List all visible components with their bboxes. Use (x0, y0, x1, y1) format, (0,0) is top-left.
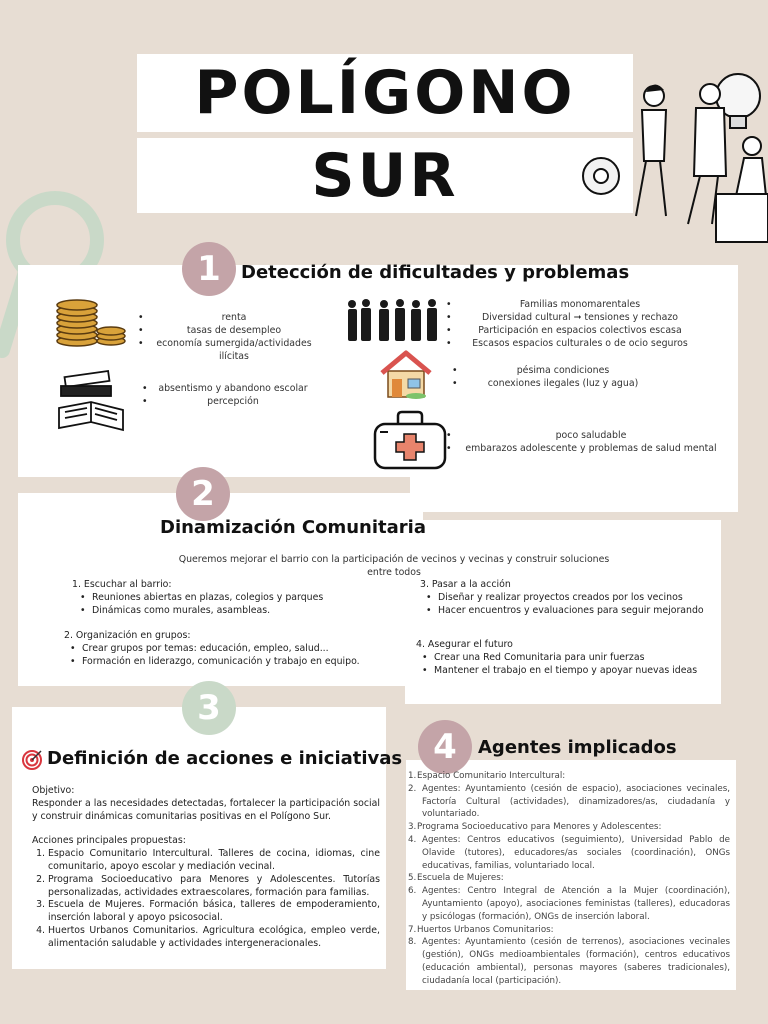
list-item: • conexiones ilegales (luz y agua) (452, 377, 662, 390)
list-item: • Formación en liderazgo, comunicación y trabajo en equipo. (70, 656, 384, 669)
section-2-number: 2 (176, 467, 230, 521)
list-item: • Familias monomarentales (446, 298, 702, 311)
list-item: • percepción (142, 395, 312, 408)
step-title: 3. Pasar a la acción (420, 579, 511, 590)
list-item: Huertos Urbanos Comunitarios: (417, 924, 554, 935)
list-item: • Diseñar y realizar proyectos creados por los vecinos (426, 592, 716, 605)
section-1-list-housing (452, 364, 662, 390)
item-number: 8. (408, 937, 417, 948)
list-item: • Crear una Red Comunitaria para unir fuerzas (422, 652, 716, 665)
list-item: • Mantener el trabajo en el tiempo y apoyar nuevas ideas (422, 665, 716, 678)
section-4-list (408, 770, 730, 988)
list-item: • Hacer encuentros y evaluaciones para seguir mejorando (426, 605, 716, 618)
list-item: Espacio Comunitario Intercultural: (417, 771, 566, 781)
action-item: 4. Huertos Urbanos Comunitarios. Agricultura ecológica, empleo verde, alimentación saludable y actividades intergeneracionales. (48, 925, 380, 951)
objective-text: Responder a las necesidades detectadas, fortalecer la participación social y construir dinámicas comunitarias positivas en el Polígono Sur. (32, 797, 380, 822)
list-item: • absentismo y abandono escolar (142, 382, 312, 395)
action-item: 3. Escuela de Mujeres. Formación básica, talleres de empoderamiento, inserción laboral y apoyo psicosocial. (48, 899, 380, 925)
item-number: 4. (408, 834, 417, 845)
objective-label: Objetivo: (32, 785, 75, 796)
list-item: • Diversidad cultural ➞ tensiones y rechazo (446, 311, 702, 324)
section-2-step-2 (64, 630, 384, 668)
list-item: • renta (138, 311, 318, 324)
list-item: Escuela de Mujeres: (417, 873, 504, 884)
list-item: • Reuniones abiertas en plazas, colegios y parques (80, 592, 372, 605)
section-1-list-health (446, 429, 724, 455)
section-1-list-economy (138, 311, 318, 363)
item-number: 1. (408, 771, 417, 781)
medical-kit-icon (372, 410, 448, 470)
people-icon (346, 298, 440, 342)
section-1-number: 1 (182, 242, 236, 296)
target-icon (22, 750, 42, 770)
title-line-1: POLÍGONO (137, 54, 633, 132)
step-title: 4. Asegurar el futuro (416, 639, 513, 650)
section-2-step-3 (420, 579, 716, 617)
item-number: 5. (408, 873, 417, 884)
list-item: • tasas de desempleo (138, 324, 318, 337)
section-4-number: 4 (418, 720, 472, 774)
list-item: Agentes: Ayuntamiento (cesión de espacio), asociaciones vecinales, Factoría Cultural (actividades), dinamizadores/as, ciudadanía y voluntariado. (422, 783, 730, 820)
list-item: • Escasos espacios culturales o de ocio seguros (446, 337, 702, 350)
action-item: 1. Espacio Comunitario Intercultural. Talleres de cocina, idiomas, cine comunitario, apoyo escolar y mediación vecinal. (48, 848, 380, 874)
section-2-heading: Dinamización Comunitaria (160, 517, 426, 538)
actions-label: Acciones principales propuestas: (32, 835, 186, 847)
list-item: • Participación en espacios colectivos escasa (446, 324, 702, 337)
books-icon (55, 368, 127, 434)
list-item: • Crear grupos por temas: educación, empleo, salud... (70, 643, 384, 656)
section-1-list-education (142, 382, 312, 408)
house-icon (380, 349, 432, 399)
section-3-body (32, 785, 380, 951)
list-item: Programa Socioeducativo para Menores y Adolescentes: (417, 822, 662, 833)
list-item: Agentes: Centros educativos (seguimiento), Universidad Pablo de Olavide (tutores), educadores/as sociales (coordinación), ONGs educativas, familias, voluntariado local. (422, 834, 730, 871)
item-number: 2. (408, 783, 417, 794)
step-title: 2. Organización en grupos: (64, 630, 191, 641)
item-number: 7. (408, 924, 417, 935)
section-3-number: 3 (182, 681, 236, 735)
section-2-intro: Queremos mejorar el barrio con la participación de vecinos y vecinas y construir soluciones entre todos (178, 554, 610, 578)
item-number: 6. (408, 886, 417, 897)
list-item: Agentes: Centro Integral de Atención a la Mujer (coordinación), Ayuntamiento (apoyo), asociaciones feministas (talleres), educadoras y psicólogas (formación), ONGs de inserción laboral. (422, 886, 730, 922)
coins-icon (55, 295, 127, 347)
item-number: 3. (408, 822, 417, 833)
action-item: 2. Programa Socioeducativo para Menores y Adolescentes. Tutorías personalizadas, actividades extraescolares, formación para familias. (48, 874, 380, 900)
list-item: Agentes: Ayuntamiento (cesión de terrenos), asociaciones vecinales (gestión), ONGs medioambientales (formación), centros educativos (educación ambiental), personas mayores (saberes tradicionales), ciudadanía local (participación). (422, 937, 730, 986)
list-item: • embarazos adolescente y problemas de salud mental (446, 442, 724, 455)
list-item: • Dinámicas como murales, asambleas. (80, 605, 372, 618)
section-2-step-4 (416, 639, 716, 677)
list-item: • poco saludable (446, 429, 724, 442)
step-title: 1. Escuchar al barrio: (72, 579, 172, 590)
team-illustration (576, 66, 768, 246)
list-item: • economía sumergida/actividades ilícitas (138, 337, 318, 363)
section-2-step-1 (72, 579, 372, 617)
section-4-heading: Agentes implicados (478, 737, 677, 758)
section-1-heading: Detección de dificultades y problemas (241, 262, 630, 283)
list-item: • pésima condiciones (452, 364, 662, 377)
section-3-heading: Definición de acciones e iniciativas (47, 748, 403, 769)
title-line-2: SUR (137, 138, 633, 213)
section-1-list-social (446, 298, 702, 350)
